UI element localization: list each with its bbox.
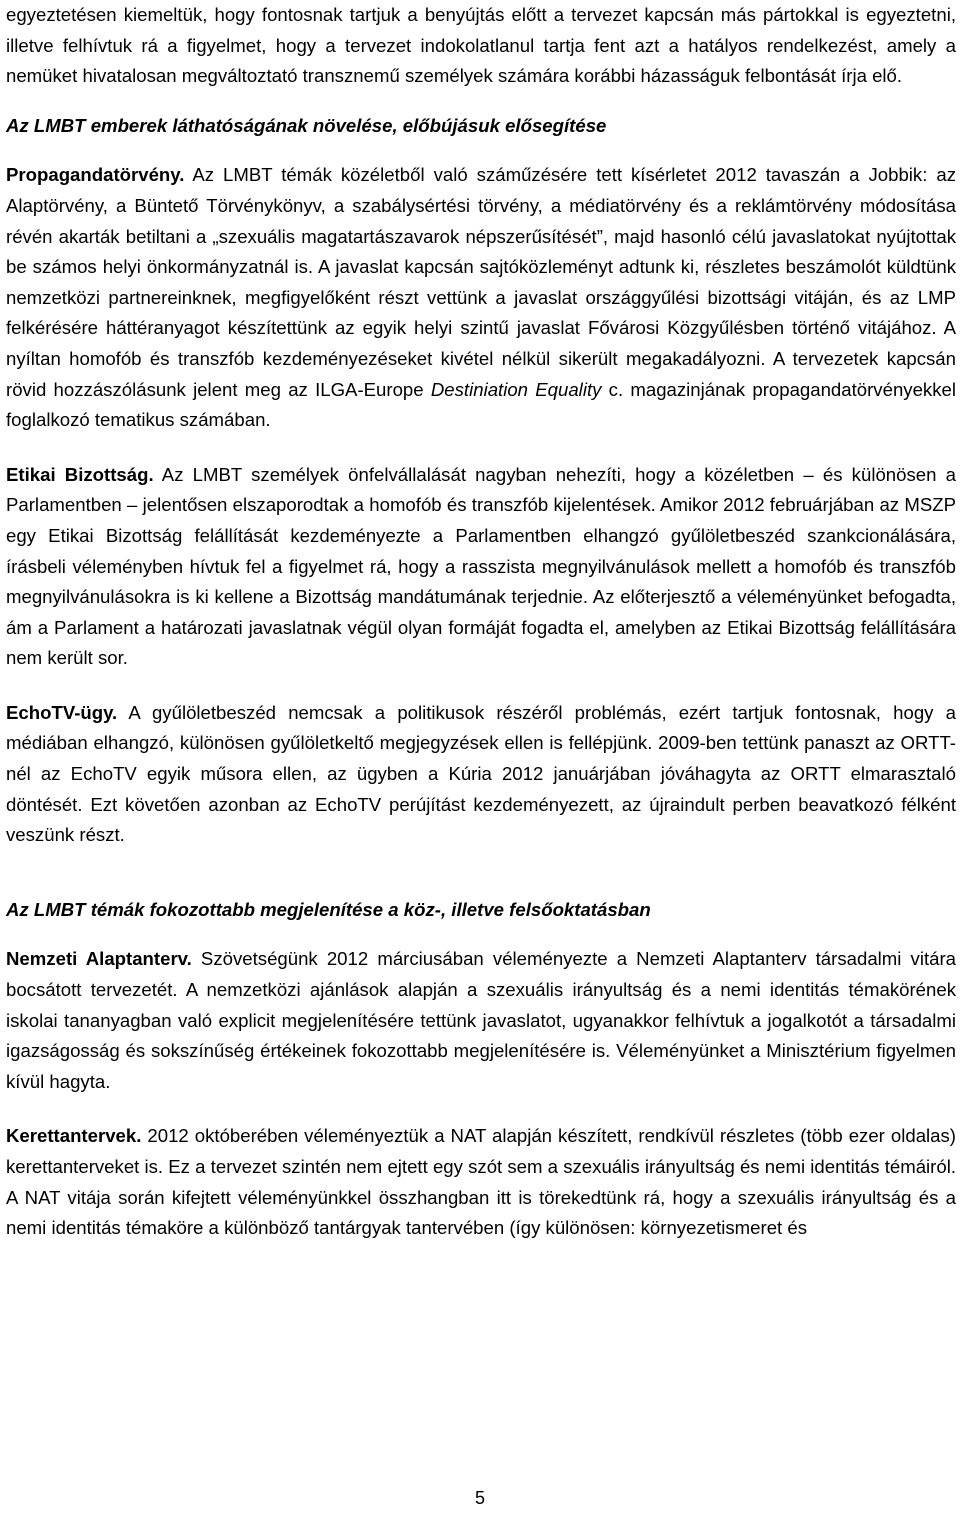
magazine-title: Destiniation Equality: [430, 378, 602, 400]
echotv-lead: EchoTV-ügy.: [6, 701, 118, 723]
propaganda-law-text-a: Az LMBT témák közéletből való száműzésére tett kísérletet 2012 tavaszán a Jobbik: az Alaptörvény, a Büntető Törvénykönyv, a szabálysértési törvény, a médiatörvény és a reklámtörvény módosítása révén akarták betiltani a „szexuális magatartászavarok népszerűsítését”, majd hasonló célú javaslatokat nyújtottak be számos helyi önkormányzatnál is. A javaslat kapcsán sajtóközleményt adtunk ki, részletes beszámolót küldtünk nemzetközi partnereinknek, megfigyelőként részt vettünk a javaslat országgyűlési bizottsági vitáján, és az LMP felkérésére háttéranyagot készítettünk az egyik helyi szintű javaslat Fővárosi Közgyűlésben történő vitájához. A nyíltan homofób és transzfób kezdeményezéseket kivétel nélkül sikerült megakadályozni. A tervezetek kapcsán rövid hozzászólásunk jelent meg az ILGA-Europe: [6, 164, 956, 400]
ethics-committee-text: Az LMBT személyek önfelvállalását nagyban nehezíti, hogy a közéletben – és különösen a Parlamentben – jelentősen elszaporodtak a homofób és transzfób kijelentések. Amikor 2012 februárjában az MSZP egy Etikai Bizottság felállítását kezdeményezte a Parlamentben elhangzó gyűlöletbeszéd szankcionálására, írásbeli véleményben hívtuk fel a figyelmet rá, hogy a rasszista megnyilvánulások mellett a homofób és transzfób megnyilvánulásokra is ki kellene a Bizottság mandátumának terjednie. Az előterjesztő a véleményünket befogadta, ám a Parlament a határozati javaslatnak végül olyan formáját fogadta el, amelyben az Etikai Bizottság felállítására nem került sor.: [6, 463, 956, 669]
framework-curricula-text: 2012 októberében véleményeztük a NAT alapján készített, rendkívül részletes (több ezer oldalas) kerettanterveket is. Ez a tervezet szintén nem ejtett egy szót sem a szexuális irányultság és nemi identitás témáiról. A NAT vitája során kifejtett véleményünkkel összhangban itt is törekedtünk rá, hogy a szexuális irányultság és a nemi identitás témaköre a különböző tantárgyak tantervében (így különösen: környezetismeret és: [6, 1125, 956, 1239]
national-curriculum-text: Szövetségünk 2012 márciusában véleményezte a Nemzeti Alaptanterv társadalmi vitára bocsátott tervezetét. A nemzetközi ajánlások alapján a szexuális irányultság és a nemi identitás témakörének iskolai tananyagban való explicit megjelenítésére tettünk javaslatot, ugyanakkor felhívtuk a jogalkotót a társadalmi igazságosság és sokszínűség értékeinek fokozottabb megjelenítésére is. Véleményünket a Minisztérium figyelmen kívül hagyta.: [6, 948, 956, 1092]
intro-text: egyeztetésen kiemeltük, hogy fontosnak tartjuk a benyújtás előtt a tervezet kapcsán más pártokkal is egyeztetni, illetve felhívtuk rá a figyelmet, hogy a tervezet indokolatlanul tartja fent azt a hatályos rendelkezést, amely a nemüket hivatalosan megváltoztató transznemű személyek számára korábbi házasságuk felbontását írja elő.: [6, 4, 956, 87]
framework-curricula-lead: Kerettantervek.: [6, 1125, 142, 1147]
national-curriculum-paragraph: [6, 944, 956, 1097]
intro-paragraph: [6, 0, 956, 92]
ethics-committee-lead: Etikai Bizottság.: [6, 463, 154, 485]
section-heading-education: Az LMBT témák fokozottabb megjelenítése a köz-, illetve felsőoktatásban: [6, 898, 651, 920]
propaganda-law-lead: Propagandatörvény.: [6, 164, 185, 186]
framework-curricula-paragraph: [6, 1121, 956, 1243]
propaganda-law-paragraph: [6, 160, 956, 435]
national-curriculum-lead: Nemzeti Alaptanterv.: [6, 948, 192, 970]
propaganda-law-text-b: c. magazinjának propagandatörvényekkel foglalkozó tematikus számában.: [6, 378, 956, 431]
page-number: 5: [474, 1488, 485, 1508]
echotv-text: A gyűlöletbeszéd nemcsak a politikusok részéről problémás, ezért tartjuk fontosnak, hogy a médiában elhangzó, különösen gyűlöletkeltő megjegyzések ellen is fellépjünk. 2009-ben tettünk panaszt az ORTT-nél az EchoTV egyik műsora ellen, az ügyben a Kúria 2012 januárjában jóváhagyta az ORTT elmarasztaló döntését. Ezt követően azonban az EchoTV perújítást kezdeményezett, az újraindult perben beavatkozó félként veszünk részt.: [6, 701, 956, 846]
echotv-paragraph: [6, 698, 956, 851]
ethics-committee-paragraph: [6, 460, 956, 674]
section-heading-visibility: Az LMBT emberek láthatóságának növelése, előbújásuk elősegítése: [6, 114, 607, 136]
document-page: [6, 0, 956, 1244]
